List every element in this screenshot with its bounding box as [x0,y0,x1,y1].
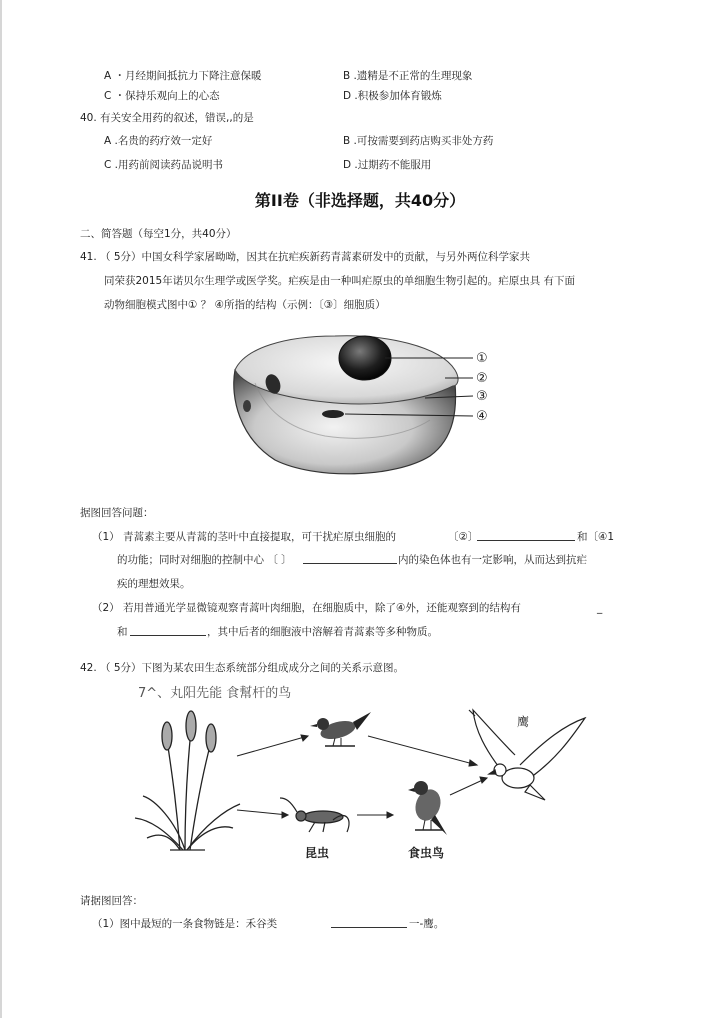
q42-answer-intro: 请据图回答： [80,895,143,907]
organelle-left-2-shape [243,400,251,412]
page-edge [0,0,2,1018]
q41-sub1-blank-1[interactable] [477,530,575,545]
part-two-header: 二、简答题（每空1分，共40分） [80,228,237,240]
q41-sub1-text-a: （1） 青蒿素主要从青蒿的茎叶中直接提取，可干扰疟原虫细胞的 [92,531,397,543]
q41-sub2-and: 和 [117,626,128,638]
insect-eating-bird-label: 食虫鸟 [408,846,445,860]
q39-option-b: B .遗精是不正常的生理现象 [343,70,473,82]
q40-option-a: A .名贵的药疗效一定好 [104,135,213,147]
seed-eating-bird-shape [310,712,371,746]
section-title: 第II卷（非选择题，共40分） [254,191,466,210]
insect-eating-bird-shape [408,781,447,835]
mitochondrion-shape [322,410,344,418]
q42-stem: 42. （ 5分）下图为某农田生态系统部分组成成分之间的关系示意图。 [80,662,405,674]
q41-answer-intro: 据图回答问题： [80,507,154,519]
q42-sub1-blank[interactable] [331,917,407,932]
q41-sub2-tail: _ [597,602,603,614]
food-web-arrows [237,735,487,818]
q40-stem: 40. 有关安全用药的叙述，错误,,的是 [80,112,254,124]
q42-sub1-a: （1）图中最短的一条食物链是：禾谷类 [92,918,278,930]
q40-option-d: D .过期药不能服用 [343,159,432,171]
q41-sub2-blank[interactable] [130,625,206,640]
grain-plant-shape [135,711,240,850]
q41-sub2-line2-b: ，其中后者的细胞液中溶解着青蒿素等多种物质。 [207,626,438,638]
q41-line2: 同荣获2015年诺贝尔生理学或医学奖。疟疾是由一种叫疟原虫的单细胞生物引起的。疟原虫具 有下面 [104,275,576,287]
nucleus-shape [339,336,391,380]
q41-line1: 41. （ 5分）中国女科学家屠呦呦，因其在抗疟疾新药青蒿素研发中的贡献，与另外两位科学家共 [80,251,531,263]
insect-shape [280,798,349,832]
cell-label-3: ③ [476,389,488,404]
q41-sub1-line3: 疾的理想效果。 [117,578,191,590]
q39-option-c: C ・保持乐观向上的心态 [104,90,220,102]
q41-sub1-line1 [92,530,396,544]
cell-label-2: ② [476,371,488,386]
q40-option-b: B .可按需要到药店购买非处方药 [343,135,494,147]
q40-option-c: C .用药前阅读药品说明书 [104,159,224,171]
insect-label: 昆虫 [305,846,330,860]
q41-sub1-line2-b: 内的染色体也有一定影响，从而达到抗疟 [398,554,587,566]
food-web-figure [125,700,595,870]
cell-label-4: ④ [476,409,488,424]
q39-option-d: D .积极参加体育锻炼 [343,90,442,102]
q41-sub1-blank-2[interactable] [303,553,397,568]
q41-line3: 动物细胞模式图中① ？ ④所指的结构（示例：〔③〕细胞质） [104,299,386,311]
q42-sub1-b: 一-鹰。 [409,918,445,930]
q41-sub1-line2-a: 的功能；同时对细胞的控制中心 〔 〕 [117,554,292,566]
animal-cell-figure [225,328,505,478]
q41-sub1-bracket-2: 〔②〕 [448,531,479,543]
hawk-label: 鹰 [517,715,530,729]
q39-option-a: A ・月经期间抵抗力下降注意保暖 [104,70,262,82]
q41-sub1-bracket-4: 和〔④1 [577,531,615,543]
q42-figure-caption: 7^、丸阳先能 食幫杆的鸟 [138,686,292,701]
cell-label-1: ① [476,351,488,366]
q41-sub2-line1: （2） 若用普通光学显微镜观察青蒿叶肉细胞，在细胞质中，除了④外，还能观察到的结构有 [92,602,521,614]
